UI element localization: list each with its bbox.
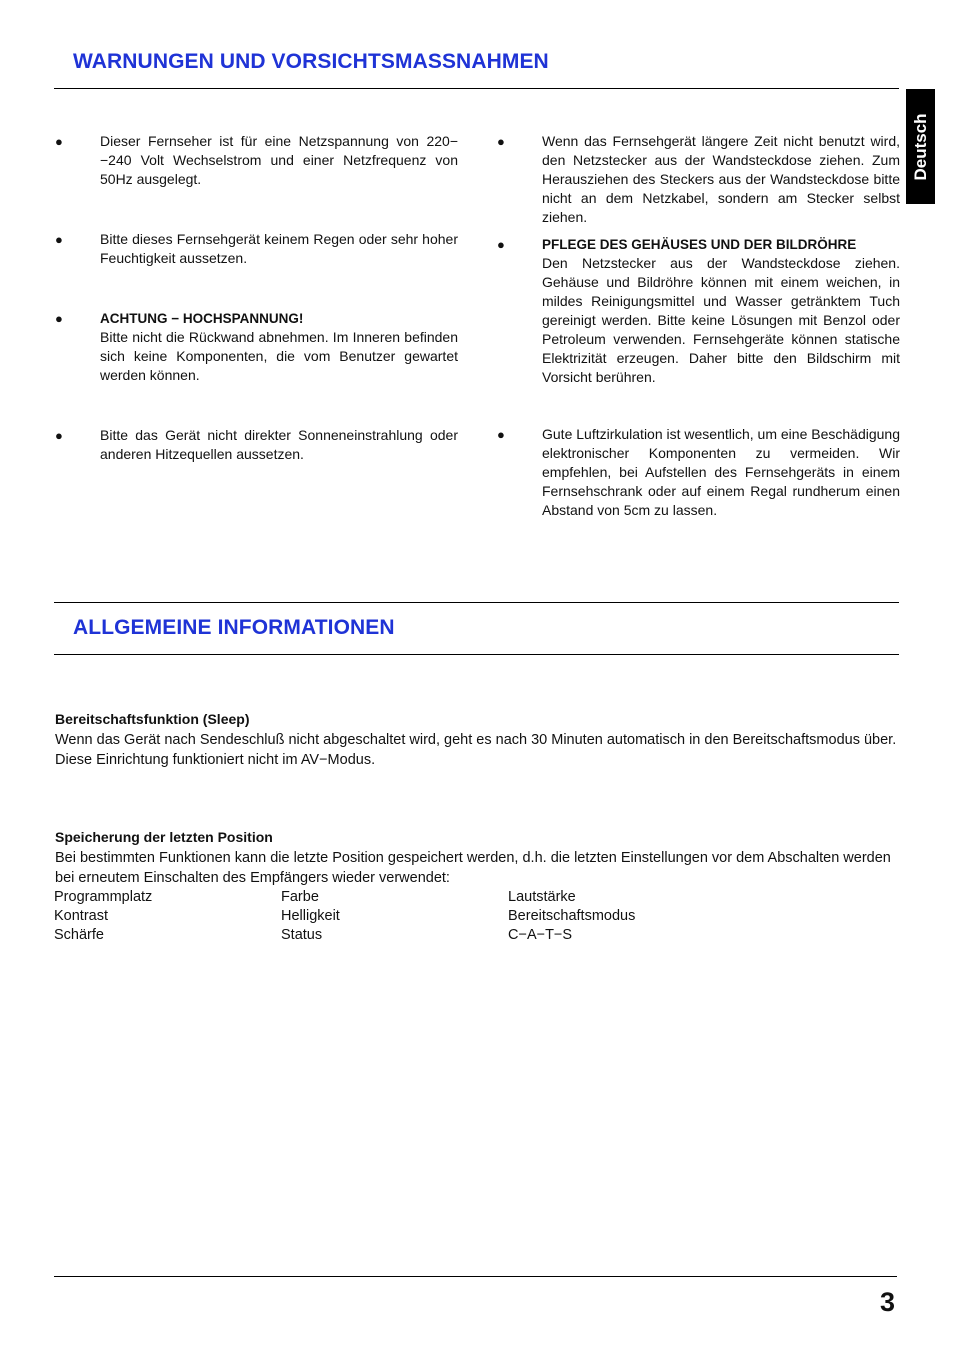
top-rule-general-info <box>54 602 899 603</box>
bullet-icon: ● <box>55 232 63 247</box>
warning-text: Den Netzstecker aus der Wandsteckdose ziehen. Gehäuse und Bildröhre können mit einem weichen, in mildes Reinigungsmittel und Wasser getränktem Tuch gereinigt werden. Bitte keine Lösungen mit Benzol oder Petroleum verwenden. Fernsehgeräte können statische Elektrizität erzeugen. Daher bitte den Bildschirm mit Vorsicht berühren. <box>542 255 900 385</box>
setting-item: Bereitschaftsmodus <box>508 908 636 924</box>
title-rule-general-info <box>54 654 899 655</box>
setting-item: Helligkeit <box>281 908 340 924</box>
memory-text: Bei bestimmten Funktionen kann die letzte Position gespeichert werden, d.h. die letzten Einstellungen vor dem Abschalten werden bei erneutem Einschalten des Empfängers wieder verwendet: <box>55 850 891 886</box>
bullet-icon: ● <box>497 134 505 149</box>
bullet-icon: ● <box>55 134 63 149</box>
title-rule-warnings <box>54 88 899 89</box>
sleep-text: Wenn das Gerät nach Sendeschluß nicht abgeschaltet wird, geht es nach 30 Minuten automatisch in den Bereitschaftsmodus über. Diese Einrichtung funktioniert nicht im AV−Modus. <box>55 732 897 768</box>
warning-heading: ACHTUNG − HOCHSPANNUNG! <box>100 311 304 326</box>
setting-item: Farbe <box>281 889 319 905</box>
language-tab-label: Deutsch <box>910 112 930 181</box>
setting-item: C−A−T−S <box>508 927 573 943</box>
memory-function-block <box>55 829 903 888</box>
warning-text: Wenn das Fernsehgerät längere Zeit nicht benutzt wird, den Netzstecker aus der Wandsteckdose ziehen. Zum Herausziehen des Steckers aus der Wandsteckdose bitte nicht an dem Netzkabel, sondern am Stecker selbst ziehen. <box>542 133 900 225</box>
bullet-icon: ● <box>55 311 63 326</box>
memory-heading: Speicherung der letzten Position <box>55 829 273 845</box>
section-title-general-info: ALLGEMEINE INFORMATIONEN <box>73 616 395 639</box>
language-tab <box>906 89 935 204</box>
setting-item: Lautstärke <box>508 889 576 905</box>
sleep-function-block <box>55 711 903 770</box>
section-title-warnings: WARNUNGEN UND VORSICHTSMASSNAHMEN <box>73 50 549 73</box>
footer-rule <box>54 1276 897 1277</box>
bullet-icon: ● <box>497 237 505 252</box>
sleep-heading: Bereitschaftsfunktion (Sleep) <box>55 711 250 727</box>
warning-text: Bitte dieses Fernsehgerät keinem Regen oder sehr hoher Feuchtigkeit aussetzen. <box>100 231 458 266</box>
page-number: 3 <box>880 1287 896 1317</box>
warning-heading: PFLEGE DES GEHÄUSES UND DER BILDRÖHRE <box>542 237 857 252</box>
setting-item: Schärfe <box>54 927 104 943</box>
warning-text: Gute Luftzirkulation ist wesentlich, um eine Beschädigung elektronischer Komponenten zu vermeiden. Wir empfehlen, bei Aufstellen des Fernsehgeräts in einem Fernsehschrank oder auf einem Regal rundherum einen Abstand von 5cm zu lassen. <box>542 426 900 518</box>
warning-text: Bitte das Gerät nicht direkter Sonneneinstrahlung oder anderen Hitzequellen aussetzen. <box>100 427 458 462</box>
setting-item: Programmplatz <box>54 889 153 905</box>
warning-text: Dieser Fernseher ist für eine Netzspannung von 220−−240 Volt Wechselstrom und einer Netzfrequenz von 50Hz ausgelegt. <box>100 133 458 187</box>
setting-item: Status <box>281 927 323 943</box>
warning-text: Bitte nicht die Rückwand abnehmen. Im Inneren befinden sich keine Komponenten, die vom Benutzer gewartet werden können. <box>100 329 458 383</box>
bullet-icon: ● <box>55 428 63 443</box>
setting-item: Kontrast <box>54 908 108 924</box>
bullet-icon: ● <box>497 427 505 442</box>
